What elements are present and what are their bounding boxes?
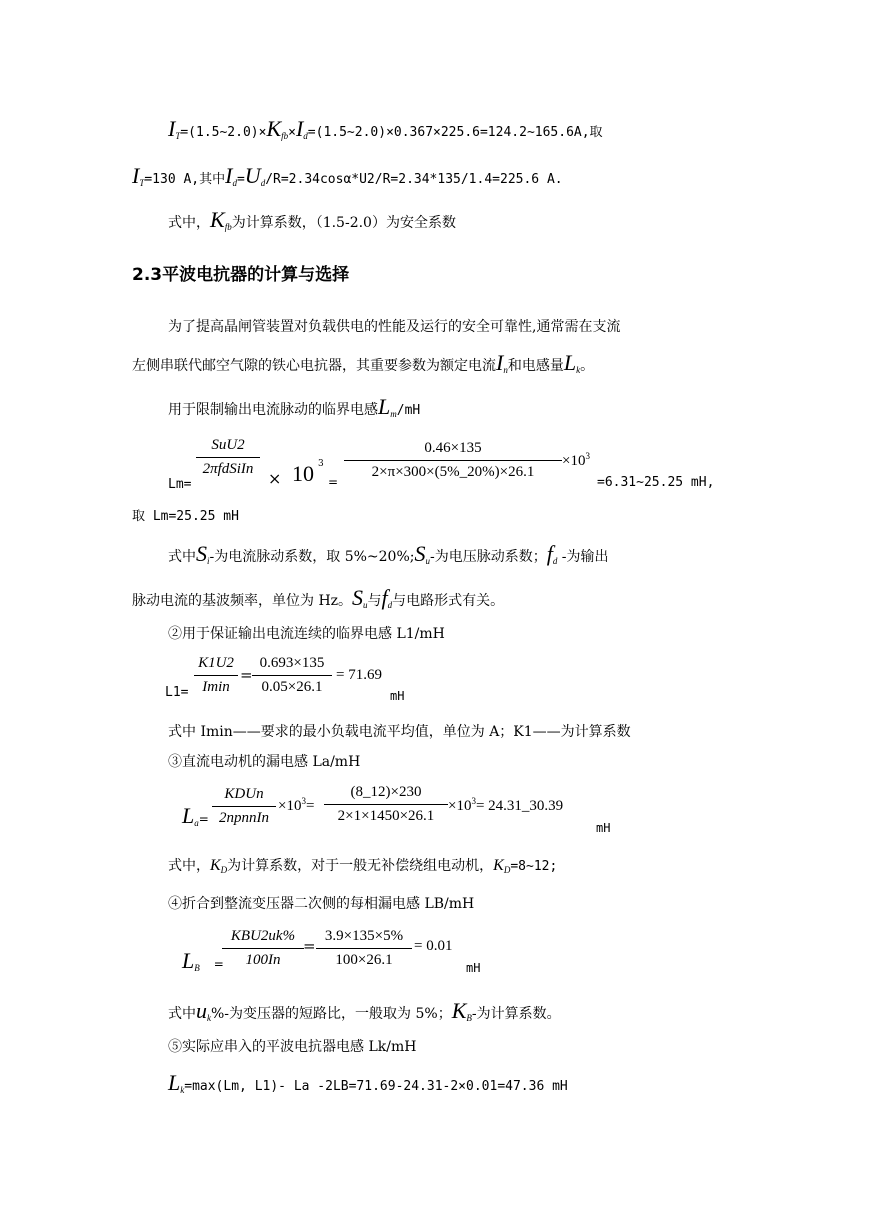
lm-fraction-2: 0.46×135 2×π×300×(5%_20%)×26.1 bbox=[344, 440, 562, 481]
lm-intro: 用于限制输出电流脉动的临界电感$L_m/mH$ bbox=[168, 394, 421, 419]
uk-description: 式中$u_k\%-$为变压器的短路比，一般取为 5%；$K_B-$为计算系数。 bbox=[168, 998, 561, 1023]
paragraph-line-2: 左侧串联代邮空气隙的铁心电抗器，其重要参数为额定电流$I_n$和电感量$L_k$。 bbox=[132, 350, 595, 375]
section-heading: 2.3平波电抗器的计算与选择 bbox=[132, 265, 350, 285]
fd-description: 脉动电流的基波频率，单位为 Hz。$S_u$与$f_d$与电路形式有关。 bbox=[132, 585, 505, 610]
paragraph-line-1: 为了提高晶闸管装置对负载供电的性能及运行的安全可靠性,通常需在支流 bbox=[168, 319, 621, 335]
imin-description: 式中 Imin——要求的最小负载电流平均值，单位为 A；K1——为计算系数 bbox=[168, 724, 631, 740]
lm-fraction-1: SuU2 2πfdSiIn bbox=[196, 437, 260, 478]
formula-it-range: $I_T=(1.5\sim 2.0)\times K_{fb}\times I_d=(1.5\sim 2.0)\times 0.367\times 225.6=124.2\sim 165.6A$,取 bbox=[168, 116, 603, 141]
lm-chosen: 取 Lm=25.25 mH bbox=[132, 509, 239, 524]
step-4-heading: ④折合到整流变压器二次侧的每相漏电感 LB/mH bbox=[168, 896, 475, 912]
lk-formula: $L_k=\max(Lm$, L1)- La -2LB=71.69-24.31-2×0.01=47.36 mH bbox=[168, 1070, 568, 1095]
step-5-heading: ⑤实际应串入的平波电抗器电感 Lk/mH bbox=[168, 1039, 417, 1055]
step-3-heading: ③直流电动机的漏电感 La/mH bbox=[168, 754, 361, 770]
kfb-description: 式中，$K_{fb}$为计算系数，（1.5-2.0）为安全系数 bbox=[168, 207, 456, 232]
kd-description: 式中，$K_D$为计算系数，对于一般无补偿绕组电动机，$K_D=8\sim 12$; bbox=[168, 857, 558, 875]
lm-x103: $\times 10^3$ bbox=[562, 451, 590, 469]
si-su-description: 式中$S_i-$为电流脉动系数，取 $5\%\sim 20\%;S_u-$为电压脉动系数；$f_d$ -为输出 bbox=[168, 541, 609, 566]
formula-it-value: $I_T=130$ A,其中$I_d=U_d/R=2.34\cos\alpha*U2/R=2.34*135/1.4=225.6$ A. bbox=[132, 163, 563, 188]
step-2-heading: ②用于保证输出电流连续的临界电感 L1/mH bbox=[168, 626, 445, 642]
